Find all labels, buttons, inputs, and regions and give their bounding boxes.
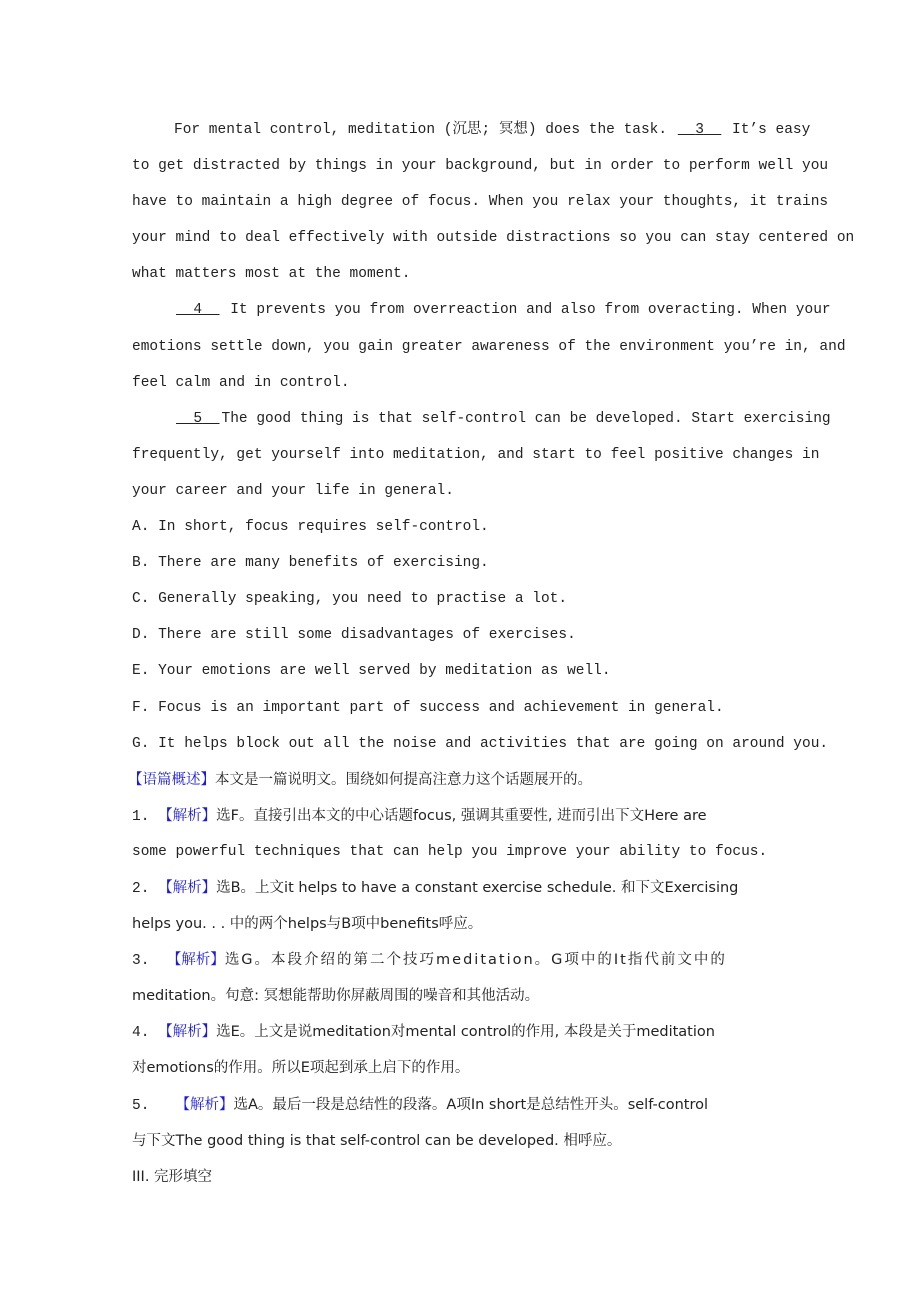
overview <box>128 762 792 798</box>
paragraph-5-line-3: your career and your life in general. <box>132 482 454 499</box>
analysis-text: 选F。直接引出本文的中心话题focus, 强调其重要性, 进而引出下文Here are <box>216 807 707 824</box>
blank-3: 3 <box>695 122 704 138</box>
analysis-label: 【解析】 <box>166 952 225 969</box>
paragraph-text: It’s easy <box>723 122 811 138</box>
analysis-number: 1. <box>132 808 150 825</box>
analysis-1-line-1 <box>132 798 792 834</box>
option-e: E. Your emotions are well served by meditation as well. <box>132 663 611 680</box>
paragraph-4-line-3: feel calm and in control. <box>132 374 350 391</box>
paragraph-4-line-1 <box>132 292 831 328</box>
paragraph-text: For mental control, meditation (沉思; 冥想) does the task. <box>174 122 676 138</box>
paragraph-text: It prevents you from overreaction and also from overacting. When your <box>221 302 831 319</box>
analysis-label: 【解析】 <box>175 1096 234 1113</box>
paragraph-3-line-2: to get distracted by things in your background, but in order to perform well you <box>132 158 829 175</box>
overview-label: 【语篇概述】 <box>128 771 215 788</box>
analysis-number: 4. <box>132 1025 150 1042</box>
option-a: A. In short, focus requires self-control. <box>132 519 489 536</box>
section-heading: III. 完形填空 <box>132 1168 213 1185</box>
analysis-text: 选B。上文it helps to have a constant exercise schedule. 和下文Exercising <box>216 879 739 896</box>
analysis-3-line-2: meditation。句意: 冥想能帮助你屏蔽周围的噪音和其他活动。 <box>132 988 540 1005</box>
paragraph-text: The good thing is that self-control can be developed. Start exercising <box>221 410 831 427</box>
analysis-label: 【解析】 <box>158 807 217 824</box>
analysis-2-line-1 <box>132 870 792 906</box>
paragraph-5-line-1 <box>132 401 831 437</box>
analysis-label: 【解析】 <box>158 879 217 896</box>
option-c: C. Generally speaking, you need to practise a lot. <box>132 591 568 608</box>
analysis-2-line-2: helps you. . . 中的两个helps与B项中benefits呼应。 <box>132 916 483 933</box>
document-page <box>128 112 855 1195</box>
analysis-text: 选A。最后一段是总结性的段落。A项In short是总结性开头。self-control <box>233 1096 708 1113</box>
overview-text: 本文是一篇说明文。围绕如何提高注意力这个话题展开的。 <box>215 771 592 788</box>
paragraph-5-line-2: frequently, get yourself into meditation, and start to feel positive changes in <box>132 446 820 463</box>
option-g: G. It helps block out all the noise and activities that are going on around you. <box>132 735 829 752</box>
analysis-text: 选G。本段介绍的第二个技巧meditation。G项中的It指代前文中的 <box>224 952 727 969</box>
paragraph-3-line-1 <box>132 112 811 148</box>
paragraph-3-line-5: what matters most at the moment. <box>132 266 411 283</box>
analysis-number: 5. <box>132 1097 150 1114</box>
analysis-text: 选E。上文是说meditation对mental control的作用, 本段是关于meditation <box>216 1024 715 1041</box>
analysis-3-line-1 <box>132 942 792 978</box>
analysis-5-line-1 <box>132 1087 792 1123</box>
analysis-5-line-2: 与下文The good thing is that self-control can be developed. 相呼应。 <box>132 1132 622 1149</box>
analysis-number: 3. <box>132 953 150 970</box>
paragraph-3-line-3: have to maintain a high degree of focus. When you relax your thoughts, it trains <box>132 194 829 211</box>
analysis-label: 【解析】 <box>158 1024 217 1041</box>
paragraph-4-line-2: emotions settle down, you gain greater awareness of the environment you’re in, and <box>132 338 846 355</box>
paragraph-3-line-4: your mind to deal effectively with outside distractions so you can stay centered on <box>132 230 855 247</box>
analysis-number: 2. <box>132 880 150 897</box>
blank-5: 5 <box>193 410 203 427</box>
analysis-4-line-2: 对emotions的作用。所以E项起到承上启下的作用。 <box>132 1060 470 1077</box>
blank-4: 4 <box>193 302 203 319</box>
option-b: B. There are many benefits of exercising. <box>132 555 489 572</box>
option-d: D. There are still some disadvantages of exercises. <box>132 627 576 644</box>
option-f: F. Focus is an important part of success and achievement in general. <box>132 699 724 716</box>
analysis-1-line-2: some powerful techniques that can help you improve your ability to focus. <box>132 843 768 860</box>
analysis-4-line-1 <box>132 1014 792 1050</box>
